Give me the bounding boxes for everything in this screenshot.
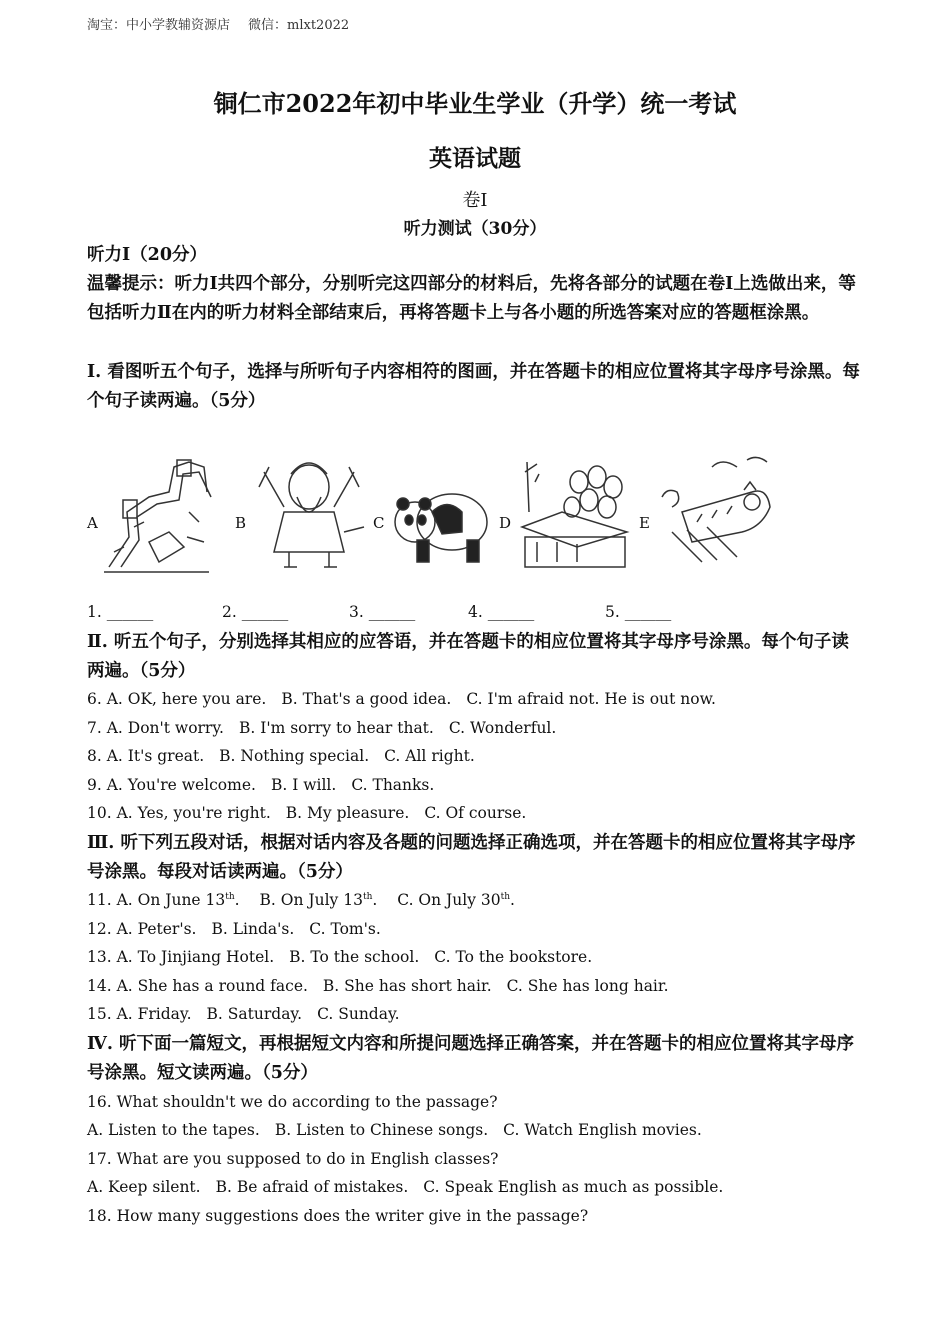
- section1-instructions: Ⅰ. 看图听五个句子，选择与所听句子内容相符的图画，并在答题卡的相应位置将其字母序号涂黑。每个句子读两遍。（5分）: [87, 362, 860, 411]
- q10-option-b[interactable]: B. My pleasure.: [285, 804, 410, 822]
- pic-label-e: E: [639, 514, 650, 532]
- question-16-options: [87, 1121, 717, 1139]
- opera-figure-icon: [249, 452, 369, 577]
- q11-option-a[interactable]: 11. A. On June 13th.: [87, 891, 240, 909]
- blank-5[interactable]: 5. ______: [605, 603, 672, 621]
- q16-option-c[interactable]: C. Watch English movies.: [503, 1121, 702, 1139]
- question-14: [87, 977, 684, 995]
- blank-2[interactable]: 2. ______: [222, 603, 289, 621]
- q13-option-c[interactable]: C. To the bookstore.: [434, 948, 593, 966]
- question-16: 16. What shouldn't we do according to the passage?: [87, 1093, 498, 1111]
- q14-option-b[interactable]: B. She has short hair.: [322, 977, 492, 995]
- tip-text: 温馨提示：听力Ⅰ共四个部分，分别听完这四部分的材料后，先将各部分的试题在卷Ⅰ上选做出来，等包括听力Ⅱ在内的听力材料全部结束后，再将答题卡上与各小题的所选答案对应的答题框涂黑。: [87, 274, 856, 323]
- subject-title: 英语试题: [429, 145, 521, 172]
- q14-option-a[interactable]: 14. A. She has a round face.: [87, 977, 308, 995]
- q15-option-b[interactable]: B. Saturday.: [206, 1005, 303, 1023]
- blank-3[interactable]: 3. ______: [349, 603, 416, 621]
- q17-option-b[interactable]: B. Be afraid of mistakes.: [215, 1178, 409, 1196]
- q10-option-a[interactable]: 10. A. Yes, you're right.: [87, 804, 271, 822]
- question-10: [87, 804, 541, 822]
- q12-option-a[interactable]: 12. A. Peter's.: [87, 920, 197, 938]
- q7-option-a[interactable]: 7. A. Don't worry.: [87, 719, 224, 737]
- section3-instructions: Ⅲ. 听下列五段对话，根据对话内容及各题的问题选择正确选项，并在答题卡的相应位置将其字母序号涂黑。每段对话读两遍。（5分）: [87, 833, 856, 882]
- q9-option-b[interactable]: B. I will.: [270, 776, 337, 794]
- exam-title: 铜仁市2022年初中毕业生学业（升学）统一考试: [213, 89, 737, 118]
- panda-icon: [387, 452, 495, 577]
- q6-option-a[interactable]: 6. A. OK, here you are.: [87, 690, 267, 708]
- q8-option-c[interactable]: C. All right.: [384, 747, 475, 765]
- blank-1[interactable]: 1. ______: [87, 603, 154, 621]
- q7-option-b[interactable]: B. I'm sorry to hear that.: [238, 719, 434, 737]
- wechat-text: 微信：mlxt2022: [248, 18, 350, 33]
- q16-option-a[interactable]: A. Listen to the tapes.: [87, 1121, 260, 1139]
- q7-option-c[interactable]: C. Wonderful.: [448, 719, 557, 737]
- section2-instructions: Ⅱ. 听五个句子，分别选择其相应的应答语，并在答题卡的相应位置将其字母序号涂黑。每个句子读两遍。（5分）: [87, 632, 849, 681]
- question-17: 17. What are you supposed to do in English classes?: [87, 1150, 499, 1168]
- q17-option-c[interactable]: C. Speak English as much as possible.: [423, 1178, 724, 1196]
- listening-title: 听力测试（30分）: [403, 219, 547, 239]
- q13-option-b[interactable]: B. To the school.: [289, 948, 420, 966]
- q13-option-a[interactable]: 13. A. To Jinjiang Hotel.: [87, 948, 275, 966]
- q17-option-a[interactable]: A. Keep silent.: [87, 1178, 201, 1196]
- question-15: [87, 1005, 415, 1023]
- q15-option-c[interactable]: C. Sunday.: [317, 1005, 400, 1023]
- pic-label-c: C: [373, 514, 385, 532]
- dragon-boat-icon: [652, 452, 777, 577]
- pic-label-d: D: [499, 514, 512, 532]
- volume-title: 卷Ⅰ: [462, 190, 488, 211]
- section4-instructions: Ⅳ. 听下面一篇短文，再根据短文内容和所提问题选择正确答案，并在答题卡的相应位置将其字母序号涂黑。短文读两遍。（5分）: [87, 1034, 855, 1083]
- q9-option-a[interactable]: 9. A. You're welcome.: [87, 776, 256, 794]
- pic-label-a: A: [87, 514, 98, 532]
- q10-option-c[interactable]: C. Of course.: [424, 804, 527, 822]
- question-9: [87, 776, 449, 794]
- question-8: [87, 747, 490, 765]
- answer-blanks: [87, 603, 686, 621]
- q15-option-a[interactable]: 15. A. Friday.: [87, 1005, 192, 1023]
- question-17-options: [87, 1178, 738, 1196]
- celebration-icon: [517, 452, 632, 577]
- q12-option-c[interactable]: C. Tom's.: [309, 920, 381, 938]
- question-18: 18. How many suggestions does the writer give in the passage?: [87, 1207, 589, 1225]
- part1-heading: 听力Ⅰ（20分）: [87, 245, 208, 265]
- q9-option-c[interactable]: C. Thanks.: [351, 776, 435, 794]
- q16-option-b[interactable]: B. Listen to Chinese songs.: [274, 1121, 489, 1139]
- q12-option-b[interactable]: B. Linda's.: [211, 920, 295, 938]
- q11-option-c[interactable]: C. On July 30th.: [397, 891, 515, 909]
- q6-option-b[interactable]: B. That's a good idea.: [281, 690, 452, 708]
- q6-option-c[interactable]: C. I'm afraid not. He is out now.: [466, 690, 716, 708]
- question-6: [87, 690, 731, 708]
- question-13: [87, 948, 607, 966]
- question-12: [87, 920, 396, 938]
- q11-option-b[interactable]: B. On July 13th.: [259, 891, 378, 909]
- picture-row: [87, 452, 787, 582]
- question-7: [87, 719, 571, 737]
- q14-option-c[interactable]: C. She has long hair.: [506, 977, 669, 995]
- q8-option-b[interactable]: B. Nothing special.: [219, 747, 370, 765]
- shop-text: 淘宝：中小学教辅资源店: [87, 18, 231, 33]
- page-header: [87, 14, 349, 33]
- pic-label-b: B: [235, 514, 247, 532]
- blank-4[interactable]: 4. ______: [468, 603, 535, 621]
- question-11: [87, 891, 530, 909]
- great-wall-icon: [99, 452, 217, 577]
- q8-option-a[interactable]: 8. A. It's great.: [87, 747, 205, 765]
